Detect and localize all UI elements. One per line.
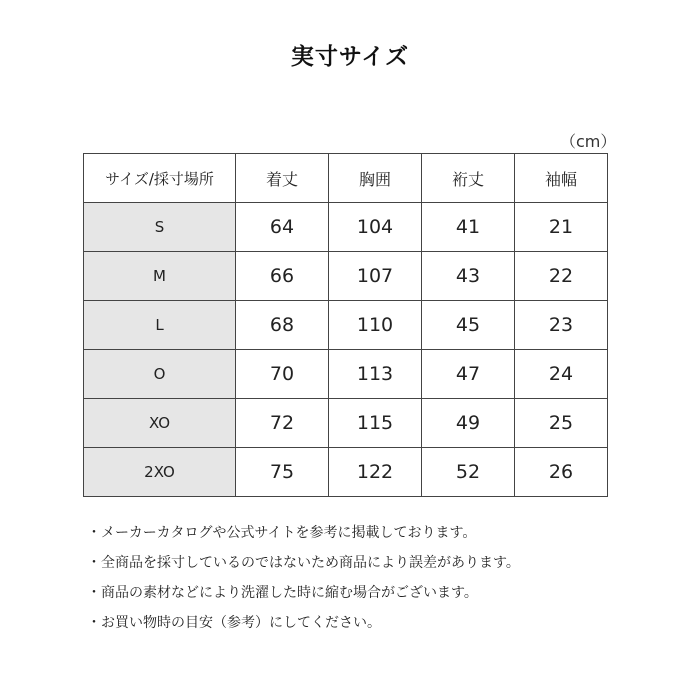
note-item — [87, 551, 520, 581]
header-cell-chest: 胸囲 — [329, 154, 422, 203]
cell-sleeve-length: 47 — [422, 350, 515, 399]
cell-sleeve-length: 41 — [422, 203, 515, 252]
bullet-mark: ・ — [87, 525, 101, 541]
cell-sleeve-width: 22 — [515, 252, 608, 301]
cell-sleeve-length: 45 — [422, 301, 515, 350]
table-row — [84, 448, 608, 497]
cell-sleeve-width: 26 — [515, 448, 608, 497]
header-cell-size: サイズ/採寸場所 — [84, 154, 236, 203]
cell-sleeve-width: 23 — [515, 301, 608, 350]
bullet-mark: ・ — [87, 555, 101, 571]
page-title: 実寸サイズ — [290, 44, 410, 70]
notes-list — [87, 521, 520, 641]
cell-length: 68 — [236, 301, 329, 350]
header-cell-sleeve-length: 裄丈 — [422, 154, 515, 203]
note-item — [87, 521, 520, 551]
note-text: 全商品を採寸しているのではないため商品により誤差があります。 — [101, 555, 520, 571]
cell-chest: 110 — [329, 301, 422, 350]
table-row — [84, 399, 608, 448]
cell-sleeve-width: 21 — [515, 203, 608, 252]
bullet-mark: ・ — [87, 585, 101, 601]
row-size-label: XO — [84, 399, 236, 448]
cell-chest: 107 — [329, 252, 422, 301]
cell-chest: 122 — [329, 448, 422, 497]
cell-chest: 113 — [329, 350, 422, 399]
row-size-label: S — [84, 203, 236, 252]
cell-sleeve-length: 43 — [422, 252, 515, 301]
row-size-label: 2XO — [84, 448, 236, 497]
table-row — [84, 203, 608, 252]
table-row — [84, 301, 608, 350]
table-header-row — [84, 154, 608, 203]
cell-length: 70 — [236, 350, 329, 399]
note-item — [87, 611, 520, 641]
cell-sleeve-length: 49 — [422, 399, 515, 448]
note-text: 商品の素材などにより洗濯した時に縮む場合がございます。 — [101, 585, 478, 601]
table-row — [84, 252, 608, 301]
header-cell-sleeve-width: 袖幅 — [515, 154, 608, 203]
cell-sleeve-width: 25 — [515, 399, 608, 448]
note-item — [87, 581, 520, 611]
cell-length: 75 — [236, 448, 329, 497]
row-size-label: M — [84, 252, 236, 301]
note-text: お買い物時の目安（参考）にしてください。 — [101, 615, 381, 631]
cell-length: 64 — [236, 203, 329, 252]
cell-sleeve-length: 52 — [422, 448, 515, 497]
header-cell-length: 着丈 — [236, 154, 329, 203]
bullet-mark: ・ — [87, 615, 101, 631]
cell-length: 72 — [236, 399, 329, 448]
unit-label: （cm） — [560, 132, 617, 151]
size-table — [83, 153, 608, 497]
cell-chest: 104 — [329, 203, 422, 252]
row-size-label: O — [84, 350, 236, 399]
cell-length: 66 — [236, 252, 329, 301]
table-row — [84, 350, 608, 399]
row-size-label: L — [84, 301, 236, 350]
note-text: メーカーカタログや公式サイトを参考に掲載しております。 — [101, 525, 477, 541]
cell-sleeve-width: 24 — [515, 350, 608, 399]
cell-chest: 115 — [329, 399, 422, 448]
